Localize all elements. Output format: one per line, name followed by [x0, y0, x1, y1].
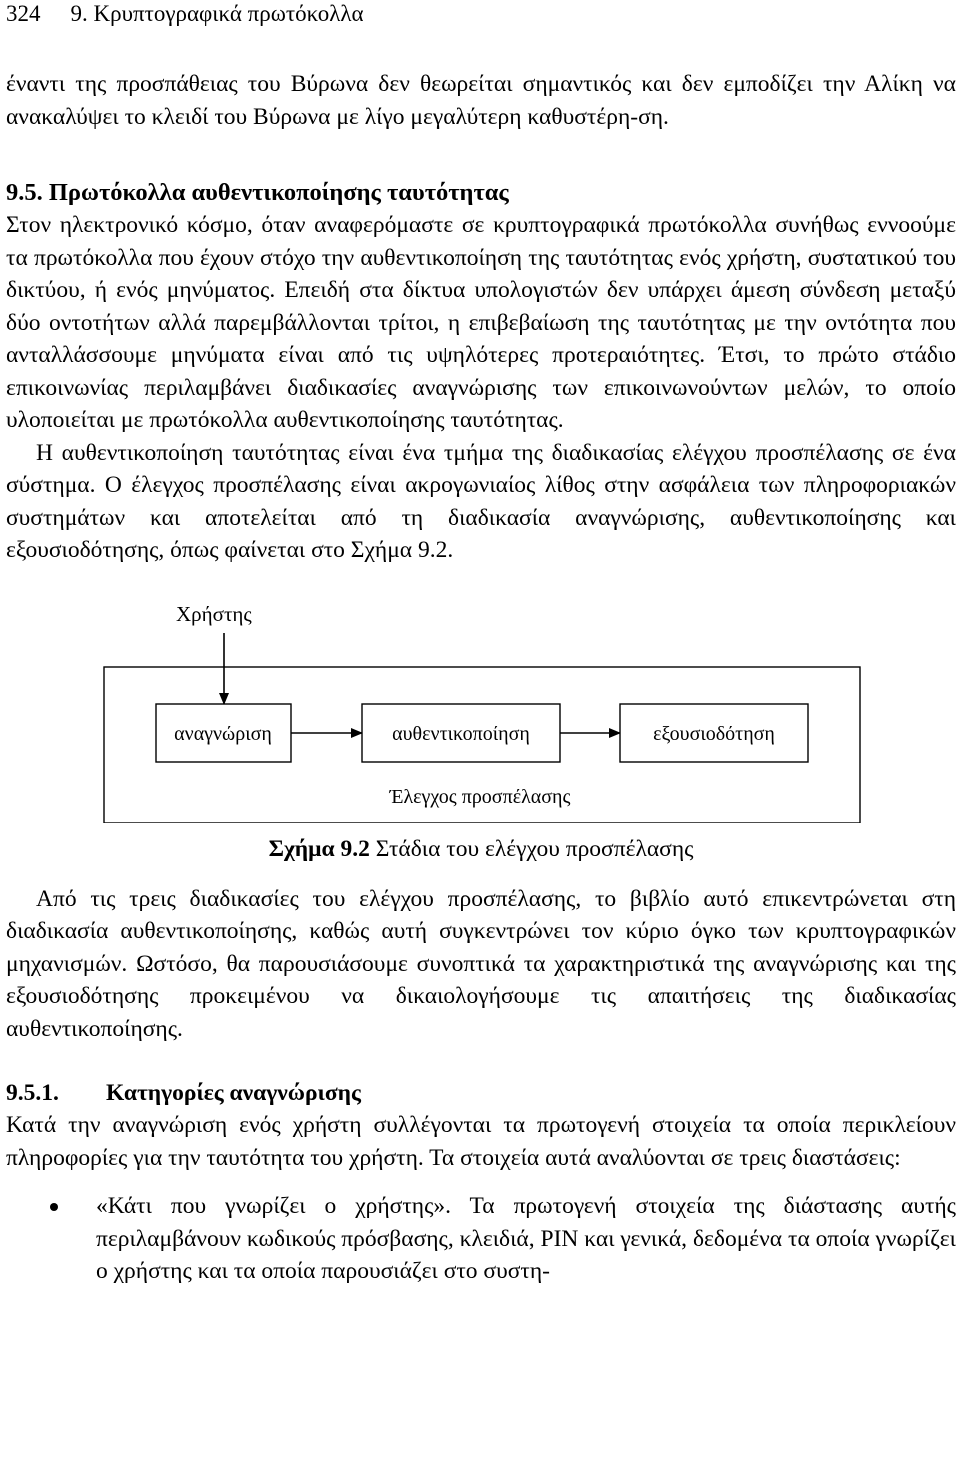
- stage-authentication-label: αυθεντικοποίηση: [392, 722, 530, 745]
- figure-caption: [6, 833, 956, 865]
- chapter-title: 9. Κρυπτογραφικά πρωτόκολλα: [70, 1, 364, 26]
- book-page: [6, 0, 956, 1288]
- page-header: [6, 0, 956, 28]
- figure-caption-text: Στάδια του ελέγχου προσπέλασης: [369, 835, 694, 862]
- list-item: [6, 1190, 956, 1288]
- body-paragraph-2: Η αυθεντικοποίηση ταυτότητας είναι ένα τμήμα της διαδικασίας ελέγχου προσπέλασης σε ένα σύστημα. Ο έλεγχος προσπέλασης είναι ακρογωνιαίος λίθος στην ασφάλεια των πληροφοριακών συστημάτων και αποτελείται από τη διαδικασία αναγνώρισης, αυθεντικοποίησης και εξουσιοδότησης, όπως φαίνεται στο Σχήμα 9.2.: [6, 439, 956, 563]
- section-number: 9.5.: [6, 179, 43, 206]
- subsection-title: Κατηγορίες αναγνώρισης: [106, 1080, 361, 1106]
- bullet-text: «Κάτι που γνωρίζει ο χρήστης». Τα πρωτογενή στοιχεία της διάστασης αυτής περιλαμβάνουν κωδικούς πρόσβασης, κλειδιά, PIN και γενικά, δεδομένα τα οποία γνωρίζει ο χρήστης και τα οποία παρουσιάζει στο συστη-: [96, 1193, 956, 1284]
- subsection-heading: [6, 1077, 956, 1109]
- diagram-svg: [6, 583, 956, 823]
- paragraph-after-figure: Από τις τρεις διαδικασίες του ελέγχου προσπέλασης, το βιβλίο αυτό επικεντρώνεται στη διαδικασία αυθεντικοποίησης, καθώς αυτή συγκεντρώνει τον κύριο όγκο των κρυπτογραφικών μηχανισμών. Ωστόσο, θα παρουσιάσουμε συνοπτικά τα χαρακτηριστικά της αναγνώρισης και της εξουσιοδότησης προκειμένου να δικαιολογήσουμε τις απαιτήσεις της διαδικασίας αυθεντικοποίησης.: [6, 885, 956, 1042]
- section-heading: [6, 177, 956, 209]
- bullet-list: [6, 1190, 956, 1288]
- subsection-number: 9.5.1.: [6, 1080, 59, 1106]
- subsection-paragraph: Κατά την αναγνώριση ενός χρήστη συλλέγονται τα πρωτογενή στοιχεία τα οποία περικλείουν πληροφορίες για την ταυτότητα του χρήστη. Τα στοιχεία αυτά αναλύονται σε τρεις διαστάσεις:: [6, 1112, 956, 1171]
- intro-paragraph: έναντι της προσπάθειας του Βύρωνα δεν θεωρείται σημαντικός και δεν εμποδίζει την Αλίκη να ανακαλύψει το κλειδί του Βύρωνα με λίγο μεγαλύτερη καθυστέρη-ση.: [6, 71, 956, 130]
- figure-label: Σχήμα 9.2: [268, 835, 370, 862]
- access-control-diagram: [6, 583, 956, 823]
- user-label: Χρήστης: [176, 601, 252, 626]
- bullet-icon: [50, 1203, 58, 1211]
- stage-authorization-label: εξουσιοδότηση: [653, 722, 775, 745]
- section-title: Πρωτόκολλα αυθεντικοποίησης ταυτότητας: [48, 179, 509, 206]
- page-number: 324: [6, 1, 41, 26]
- stage-identification-label: αναγνώριση: [174, 722, 272, 745]
- body-paragraph-1: Στον ηλεκτρονικό κόσμο, όταν αναφερόμαστε σε κρυπτογραφικά πρωτόκολλα συνήθως εννοούμε τα πρωτόκολλα που έχουν στόχο την αυθεντικοποίηση της ταυτότητας ενός χρήστη, συστατικού του δικτύου, ή ενός μηνύματος. Επειδή στα δίκτυα υπολογιστών δεν υπάρχει άμεση σύνδεση μεταξύ δύο οντοτήτων αλλά παρεμβάλλονται τρίτοι, η επιβεβαίωση της ταυτότητας με την οντότητα που ανταλλάσσουμε μηνύματα είναι από τις υψηλότερες προτεραιότητες. Έτσι, το πρώτο στάδιο επικοινωνίας περιλαμβάνει διαδικασίες αναγνώρισης των επικοινωνούντων μελών, το οποίο υλοποιείται με πρωτόκολλα αυθεντικοποίησης ταυτότητας.: [6, 212, 956, 433]
- access-control-label: Έλεγχος προσπέλασης: [389, 785, 571, 808]
